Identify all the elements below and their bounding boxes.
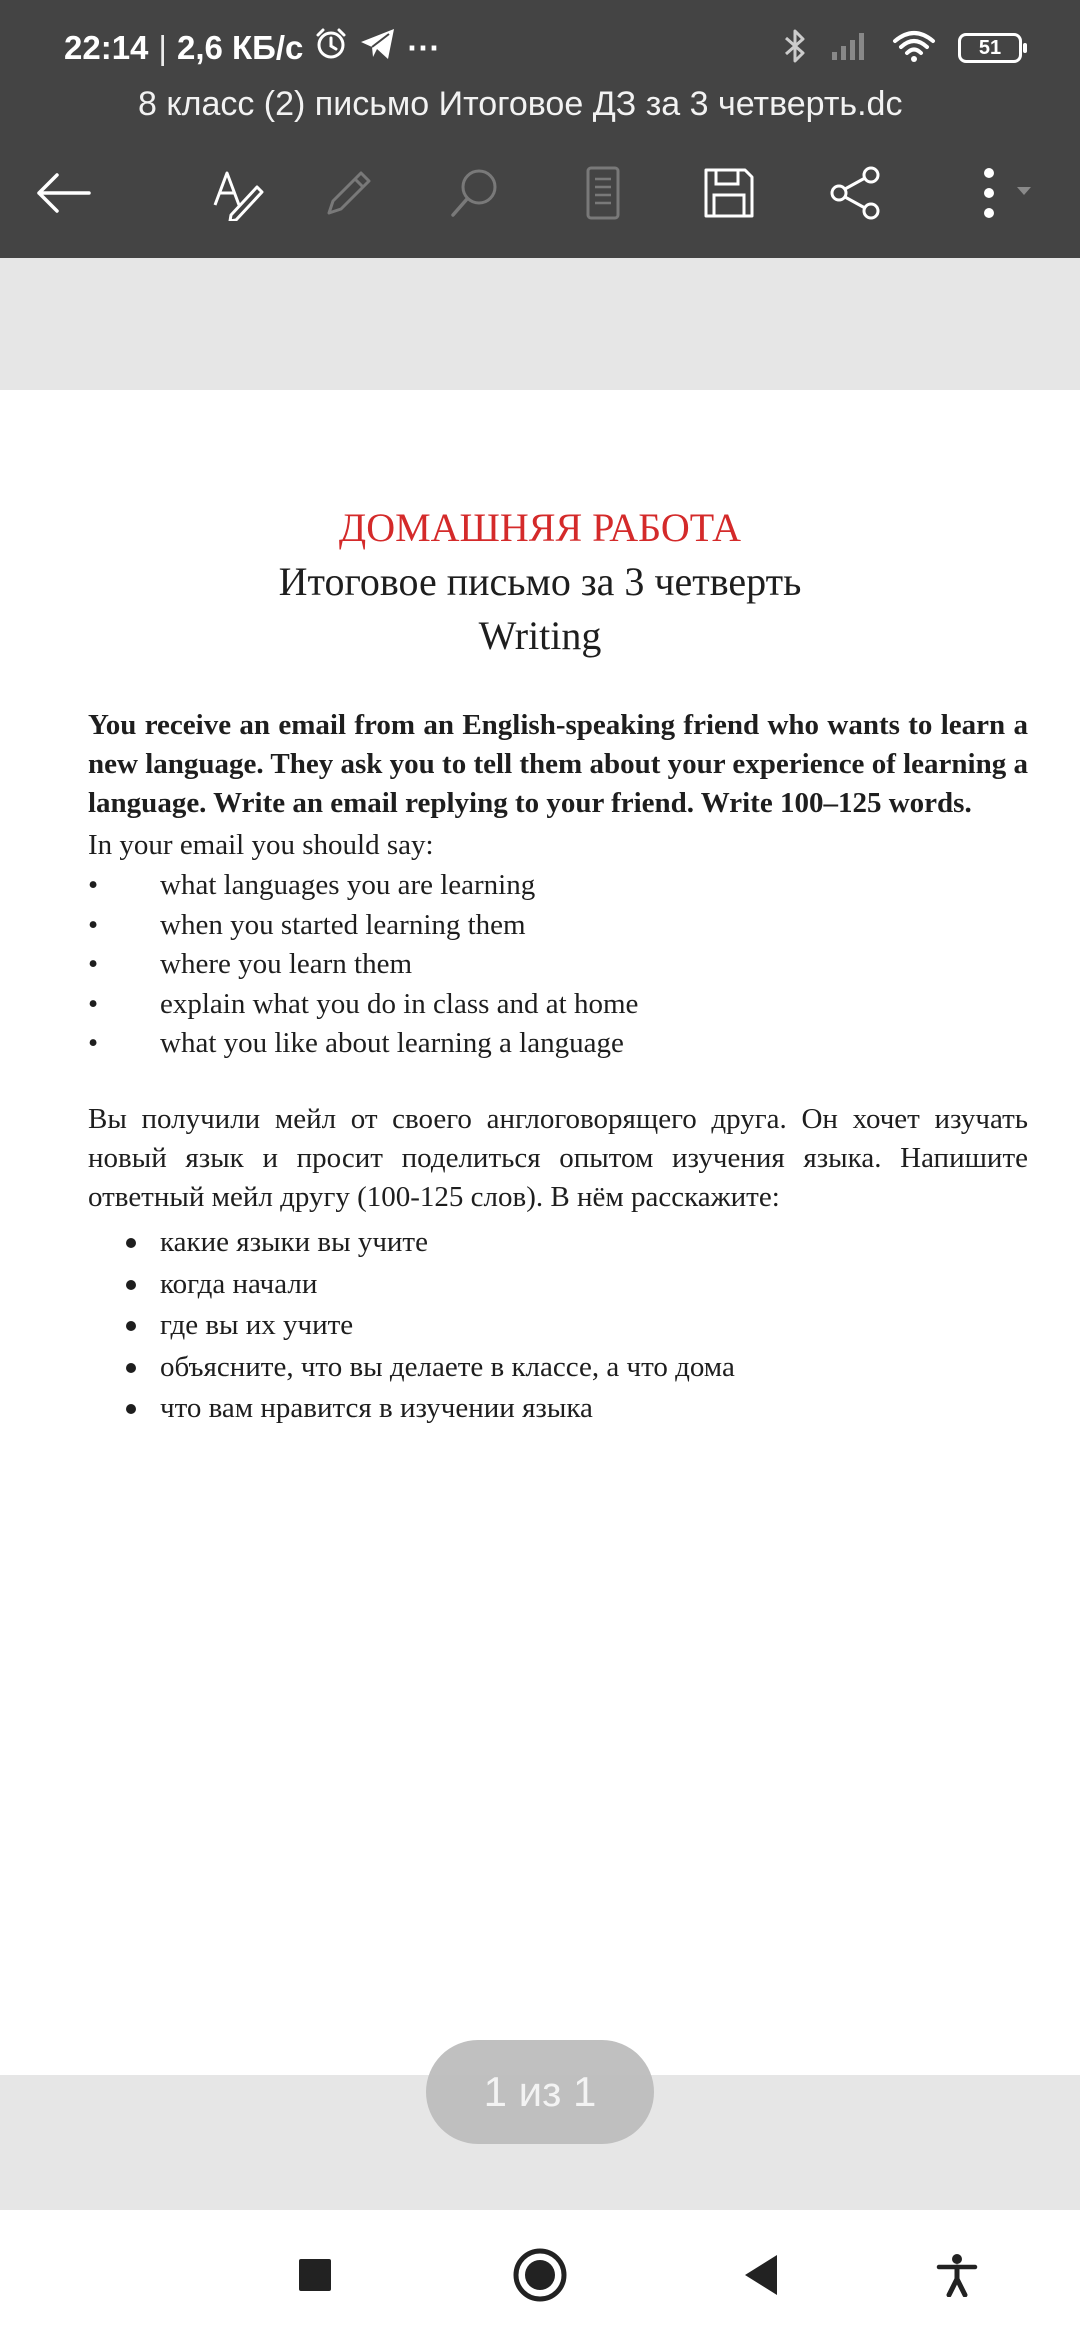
system-nav-bar	[0, 2210, 1080, 2340]
bullet-dot	[126, 1238, 136, 1248]
telegram-icon	[359, 27, 397, 69]
edit-button[interactable]	[304, 148, 394, 238]
bullet: •	[88, 869, 99, 901]
search-button[interactable]	[430, 148, 520, 238]
task-intro: In your email you should say:	[88, 829, 434, 861]
search-icon	[447, 165, 503, 221]
list-item	[88, 1388, 1028, 1430]
status-bar	[0, 0, 1080, 90]
accessibility-icon	[935, 2253, 979, 2297]
bullet-dot	[126, 1280, 136, 1290]
app-header	[0, 0, 1080, 258]
list-item-text: когда начали	[160, 1267, 318, 1300]
list-item	[88, 1222, 1028, 1264]
document-page[interactable]	[0, 390, 1080, 2075]
list-item	[88, 866, 1028, 906]
document-title: 8 класс (2) письмо Итоговое ДЗ за 3 четверть.dc	[138, 85, 903, 123]
battery-icon: 51	[958, 33, 1022, 63]
status-network-speed: 2,6 КБ/с	[176, 29, 304, 66]
home-button[interactable]	[497, 2232, 583, 2318]
mobile-view-button[interactable]	[558, 148, 648, 238]
home-icon	[512, 2247, 568, 2303]
share-button[interactable]	[810, 148, 900, 238]
recents-button[interactable]	[272, 2232, 358, 2318]
list-item	[88, 945, 1028, 985]
wifi-icon	[892, 29, 936, 67]
status-left	[64, 24, 440, 72]
more-options-button[interactable]	[950, 148, 1040, 238]
bullet-dot	[126, 1363, 136, 1373]
arrow-left-icon	[33, 171, 93, 215]
bullet: •	[88, 987, 99, 1020]
bluetooth-icon	[782, 27, 808, 69]
list-item-text: where you learn them	[160, 948, 413, 980]
list-item	[88, 906, 1028, 946]
phone-icon	[583, 165, 623, 221]
bullet-dot	[126, 1321, 136, 1331]
list-item-text: объясните, что вы делаете в классе, а что дома	[160, 1350, 735, 1383]
list-item-text: где вы их учите	[160, 1309, 354, 1341]
list-item-text: what languages you are learning	[160, 869, 536, 901]
task-description: You receive an email from an English-speaking friend who wants to learn a new language. They ask you to tell them about your experience of learning a language. Write an email replying to your friend. Write 100–125 words.	[88, 709, 1028, 819]
share-icon	[827, 165, 883, 221]
text-edit-icon	[209, 165, 265, 221]
bullet-dot	[126, 1404, 136, 1414]
signal-icon	[830, 30, 870, 66]
bullet: •	[88, 1027, 99, 1059]
status-time: 22:14	[64, 29, 149, 66]
save-icon	[701, 165, 757, 221]
alarm-icon	[313, 26, 349, 70]
list-item	[88, 1024, 1028, 1064]
list-item	[88, 1264, 1028, 1306]
list-item-text: when you started learning them	[160, 908, 526, 941]
subheading: Итоговое письмо за 3 четверть	[278, 559, 802, 604]
list-item	[88, 1305, 1028, 1347]
more-vertical-icon	[955, 165, 1035, 221]
pencil-icon	[321, 165, 377, 221]
russian-task-paragraph: Вы получили мейл от своего англоговорящего друга. Он хочет изучать новый язык и просит поделиться опытом изучения языка. Напишите ответный мейл другу (100-125 слов). В нём расскажите:	[88, 1103, 1028, 1213]
status-separator: |	[158, 29, 167, 66]
document-top-margin	[0, 258, 1080, 390]
bullet: •	[88, 948, 99, 980]
list-item	[88, 1347, 1028, 1389]
english-points-list	[88, 866, 1028, 1064]
list-item-text: what you like about learning a language	[160, 1027, 624, 1059]
russian-points-list	[88, 1222, 1028, 1430]
page-indicator: 1 из 1	[426, 2040, 654, 2144]
list-item-text: что вам нравится в изучении языка	[160, 1392, 593, 1424]
status-right	[782, 24, 1022, 72]
homework-heading: ДОМАШНЯЯ РАБОТА	[338, 505, 742, 550]
bullet: •	[88, 908, 99, 941]
writing-heading: Writing	[478, 613, 602, 658]
back-button[interactable]	[18, 148, 108, 238]
more-status-indicator: ···	[407, 29, 441, 66]
list-item-text: какие языки вы учите	[160, 1226, 428, 1258]
list-item-text: explain what you do in class and at home	[160, 987, 639, 1020]
accessibility-button[interactable]	[914, 2232, 1000, 2318]
back-icon	[741, 2253, 781, 2297]
recents-icon	[297, 2257, 333, 2293]
toolbar	[0, 148, 1080, 238]
read-mode-button[interactable]	[192, 148, 282, 238]
back-nav-button[interactable]	[718, 2232, 804, 2318]
save-button[interactable]	[684, 148, 774, 238]
list-item	[88, 985, 1028, 1025]
